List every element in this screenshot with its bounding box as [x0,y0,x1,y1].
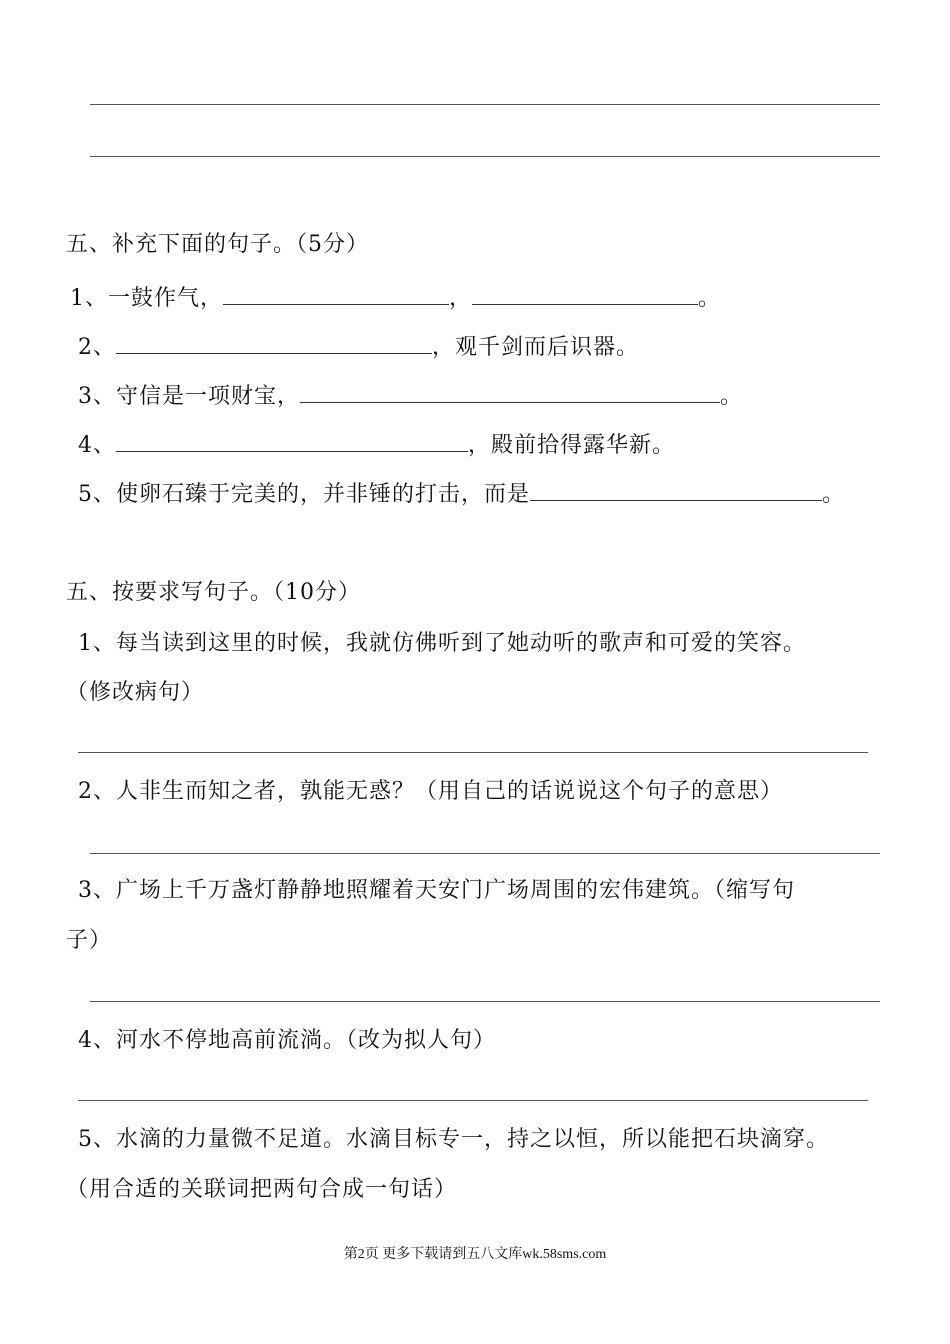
question-number: 4、 [78,1028,116,1053]
question-5 [78,478,845,510]
question-note: （修改病句） [66,680,205,705]
question-text: 一鼓作气， [108,286,224,311]
fill-blank[interactable] [223,282,449,305]
question-number: 3、 [78,878,116,903]
question-number: 5、 [78,1127,116,1152]
question-text: 水滴的力量微不足道。水滴目标专一，持之以恒，所以能把石块滴穿。 [116,1127,830,1152]
question-text: 。 [720,384,744,409]
fill-blank[interactable] [530,478,822,501]
question-number: 3、 [78,384,116,409]
question-number: 2、 [78,779,116,804]
question-text: 每当读到这里的时候，我就仿佛听到了她动听的歌声和可爱的笑容。 [116,631,807,656]
fill-blank[interactable] [300,380,720,403]
page-footer: 第2页 更多下载请到五八文库wk.58sms.com [343,1247,607,1262]
answer-line[interactable] [78,1100,868,1101]
fill-blank[interactable] [116,429,468,452]
answer-line [90,104,880,105]
question-2 [78,331,639,363]
question-3 [78,876,795,906]
question-3 [78,380,743,412]
question-2 [78,777,783,807]
section-heading: 五、按要求写句子。（10分） [66,580,361,605]
answer-line[interactable] [78,752,868,753]
question-1 [78,629,806,659]
question-number: 2、 [78,335,116,360]
fill-blank[interactable] [472,282,698,305]
section-heading: 五、补充下面的句子。（5分） [66,232,369,257]
question-text: 守信是一项财宝， [116,384,301,409]
question-number: 1、 [78,631,116,656]
question-text: ，殿前拾得露华新。 [468,433,676,458]
question-text: 河水不停地高前流淌。（改为拟人句） [116,1028,497,1053]
question-4 [78,429,675,461]
question-number: 4、 [78,433,116,458]
question-note: 子） [66,928,113,953]
question-number: 1、 [70,286,108,311]
question-text: 使卵石臻于完美的，并非锤的打击，而是 [116,482,531,507]
question-text: ， [449,286,473,311]
question-text: 。 [698,286,722,311]
question-text: 广场上千万盏灯静静地照耀着天安门广场周围的宏伟建筑。（缩写句 [116,878,796,903]
question-5 [78,1125,829,1155]
answer-line [90,156,880,157]
fill-blank[interactable] [116,331,432,354]
question-text: ，观千剑而后识器。 [432,335,640,360]
answer-line[interactable] [90,853,880,854]
answer-line[interactable] [90,1001,880,1002]
question-4 [78,1026,496,1056]
question-text: 。 [822,482,846,507]
question-1 [70,282,721,314]
question-note: （用合适的关联词把两句合成一句话） [66,1177,458,1202]
question-number: 5、 [78,482,116,507]
question-text: 人非生而知之者，孰能无惑？（用自己的话说说这个句子的意思） [116,779,784,804]
